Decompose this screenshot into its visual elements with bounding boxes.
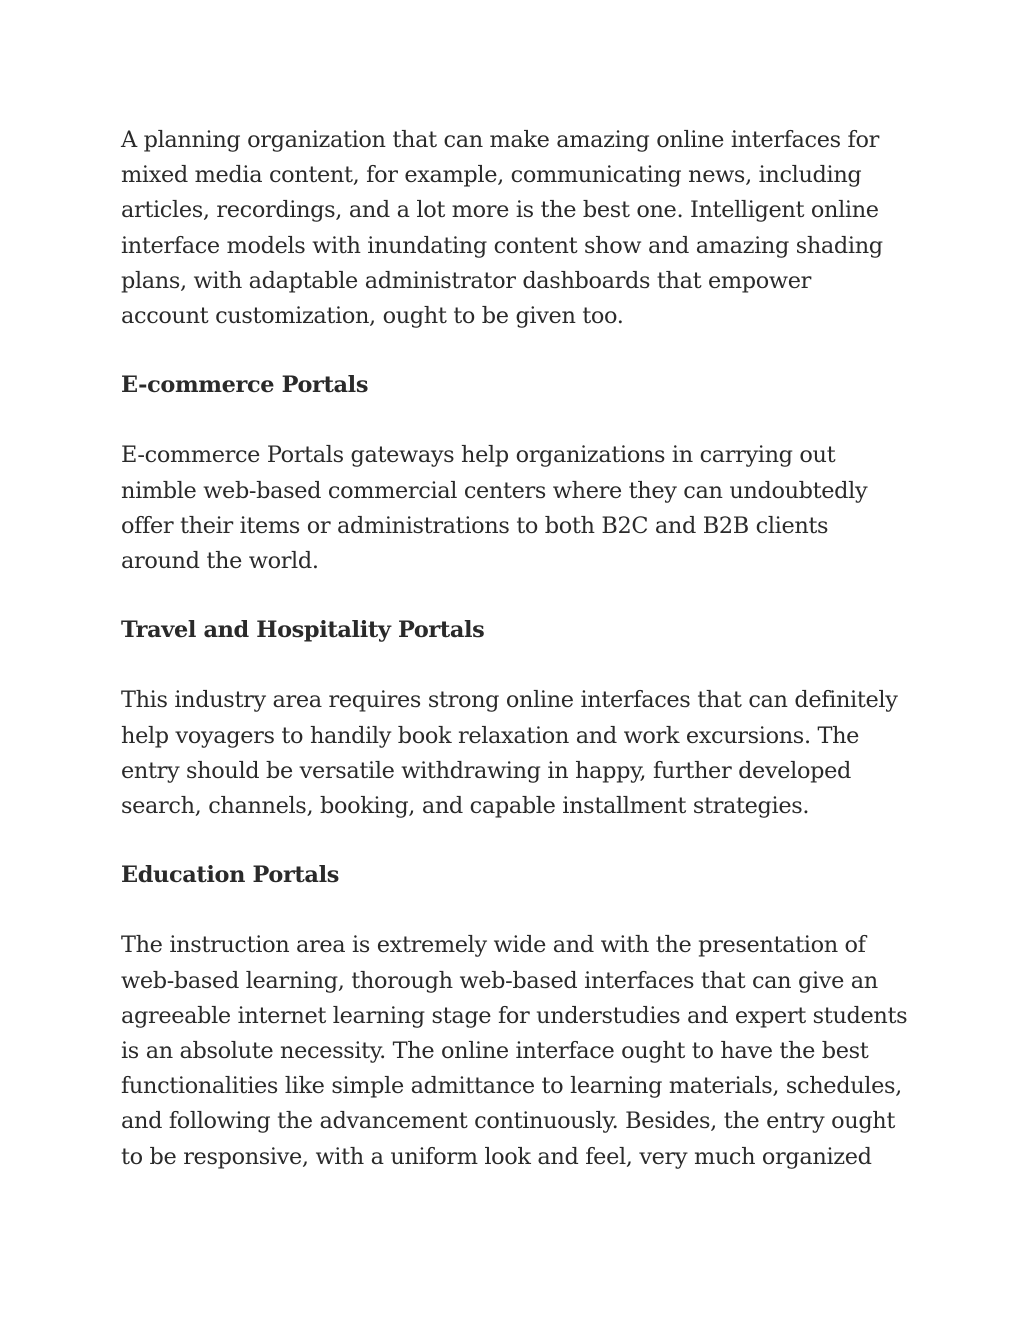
paragraph-line: interface models with inundating content show and amazing shading [121,232,883,259]
travel-paragraph [121,683,921,824]
section-heading-travel: Travel and Hospitality Portals [121,617,485,644]
paragraph-line: around the world. [121,548,319,575]
section-heading-ecommerce: E-commerce Portals [121,372,369,399]
paragraph-line: help voyagers to handily book relaxation and work excursions. The [121,722,860,749]
section-heading-education: Education Portals [121,862,339,889]
paragraph-line: offer their items or administrations to both B2C and B2B clients [121,512,829,539]
paragraph-line: agreeable internet learning stage for understudies and expert students [121,1002,908,1029]
paragraph-line: web-based learning, thorough web-based interfaces that can give an [121,967,878,994]
paragraph-line: plans, with adaptable administrator dashboards that empower [121,267,811,294]
paragraph-line: mixed media content, for example, communicating news, including [121,162,862,189]
paragraph-line: functionalities like simple admittance to learning materials, schedules, [121,1073,902,1100]
ecommerce-paragraph [121,438,921,579]
paragraph-line: The instruction area is extremely wide and with the presentation of [121,932,866,959]
paragraph-line: nimble web-based commercial centers where they can undoubtedly [121,477,868,504]
paragraph-line: account customization, ought to be given too. [121,303,624,330]
paragraph-line: entry should be versatile withdrawing in happy, further developed [121,757,851,784]
paragraph-line: is an absolute necessity. The online interface ought to have the best [121,1038,869,1065]
education-paragraph [121,928,921,1174]
paragraph-line: E-commerce Portals gateways help organizations in carrying out [121,442,836,469]
paragraph-line: search, channels, booking, and capable installment strategies. [121,793,810,820]
paragraph-line: to be responsive, with a uniform look and feel, very much organized [121,1143,872,1170]
paragraph-line: This industry area requires strong online interfaces that can definitely [121,687,898,714]
paragraph-line: and following the advancement continuously. Besides, the entry ought [121,1108,896,1135]
paragraph-line: A planning organization that can make amazing online interfaces for [121,127,879,153]
document-page [121,123,921,1175]
intro-paragraph [121,123,921,334]
paragraph-line: articles, recordings, and a lot more is the best one. Intelligent online [121,197,879,224]
